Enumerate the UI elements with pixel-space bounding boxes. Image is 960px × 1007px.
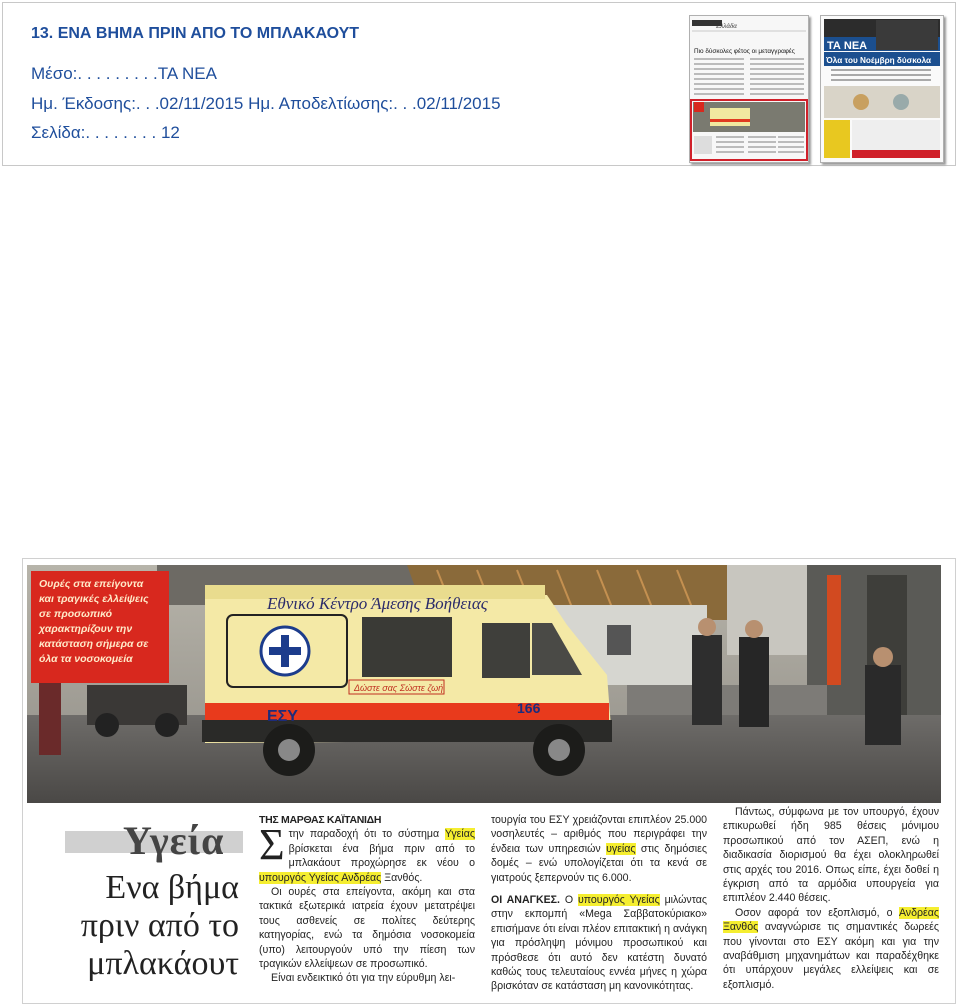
front-page-masthead: ΤΑ ΝΕΑ xyxy=(827,40,868,52)
inner-page-section: Ελλάδα xyxy=(716,22,737,30)
front-page-thumbnail-art xyxy=(821,16,943,162)
article-column-3 xyxy=(723,805,939,992)
article-paragraph-2: Οι ουρές στα επείγοντα, ακόμη και στα τακτικά εξωτερικά ιατρεία έχουν μετατρέψει τους ασθενείς σε πολίτες δεύτερης κατηγορίας, ενώ τα δημόσια νοσοκομεία (υπο) λειτουργούν υπό την πίεση των τραγικών ελλείψεων σε προσωπικό. xyxy=(259,886,475,971)
article-paragraph-1: Στην παραδοχή ότι το σύστημα Υγείας βρίσκεται ένα βήμα πριν από το μπλακάουτ προχώρησε εκ νέου ο υπουργός Υγείας Ανδρέας Ξανθός. xyxy=(259,820,475,884)
inner-page-thumbnail-art xyxy=(690,16,808,162)
clipping-title: 13. ΕΝΑ ΒΗΜΑ ΠΡΙΝ ΑΠΟ ΤΟ ΜΠΛΑΚΑΟΥΤ xyxy=(31,25,360,42)
inner-page-headline: Πιο δύσκολες φέτος οι μεταγγραφές xyxy=(694,48,795,55)
dates-line: Ημ. Έκδοσης:. . .02/11/2015 Ημ. Αποδελτίωσης:. . .02/11/2015 xyxy=(31,94,501,113)
headline-block xyxy=(63,811,243,991)
ambulance-slogan-text: Δώστε σας Σώστε ζωή xyxy=(354,683,444,693)
inner-page-thumbnail[interactable] xyxy=(689,15,809,163)
subhead-needs: ΟΙ ΑΝΑΓΚΕΣ. xyxy=(491,894,560,907)
article-headline: Ενα βήμα πριν από το μπλακάουτ xyxy=(80,869,239,982)
ambulance-service-text: Εθνικό Κέντρο Άμεσης Βοήθειας xyxy=(267,594,488,613)
dropcap: Σ xyxy=(259,820,285,870)
article-clipping xyxy=(22,558,956,1004)
ambulance-esy-text: ΕΣΥ xyxy=(267,708,298,725)
article-paragraph-4: τουργία του ΕΣΥ χρειάζονται επιπλέον 25.000 νοσηλευτές – αριθμός που περιγράφει την ένδεια των υπηρεσιών υγείας στις δημόσιες δομές – ενώ υπολογίζεται ότι τα κενά σε γιατρούς ξεπερνούν τις 6.000. xyxy=(491,814,707,884)
article-paragraph-5: ΟΙ ΑΝΑΓΚΕΣ. Ο υπουργός Υγείας μιλώντας στην εκπομπή «Μega Σαββατοκύριακο» επισήμανε ότι είναι πλέον επιτακτική η ανάγκη για πρόσληψη μόνιμου προσωπικού και πρόσθεσε ότι αυτό δεν κατέστη δυνατό καθώς τους τελευταίους εννέα μήνες η χώρα βρισκόταν σε κατάσταση μη κανονικότητας. xyxy=(491,894,707,993)
ambulance-photo xyxy=(27,565,941,803)
article-column-2 xyxy=(491,813,707,994)
medium-line: Μέσο:. . . . . . . . .ΤΑ ΝΕΑ xyxy=(31,64,217,83)
section-label: Υγεία xyxy=(123,818,225,863)
page-line: Σελίδα:. . . . . . . . 12 xyxy=(31,123,180,142)
ambulance-number-text: 166 xyxy=(517,700,541,716)
article-paragraph-3: Είναι ενδεικτικό ότι για την εύρυθμη λει- xyxy=(271,972,456,985)
front-page-headline: Όλα του Νοέμβρη δύσκολα xyxy=(826,56,932,65)
article-paragraph-7: Οσον αφορά τον εξοπλισμό, ο Ανδρέας Ξανθός αναγνώρισε τις σημαντικές δωρεές που γίνονται στο ΕΣΥ ακόμη και για την αναβάθμιση μηχανημάτων και παραδέχθηκε ότι υπάρχουν μεγάλες ελλείψεις και σε εξοπλισμό. xyxy=(723,906,939,991)
byline: ΤΗΣ ΜΑΡΘΑΣ ΚΑΪΤΑΝΙΔΗ xyxy=(259,814,382,826)
clipping-header xyxy=(2,2,956,166)
article-column-1 xyxy=(259,813,475,986)
article-paragraph-6: Πάντως, σύμφωνα με τον υπουργό, έχουν επικυρωθεί ήδη 985 θέσεις μόνιμου προσωπικού από τον ΑΣΕΠ, ενώ η διαδικασία διορισμού θα έχει ολοκληρωθεί στις αρχές του 2016. Οπως είπε, έχει δοθεί η έγκριση από τα αρμόδια υπουργεία για επιπλέον 2.440 θέσεις. xyxy=(723,806,939,905)
photo-caption: Ουρές στα επείγοντα και τραγικές ελλείψεις σε προσωπικό χαρακτηρίζουν την κατάσταση σήμερα σε όλα τα νοσοκομεία xyxy=(31,571,169,683)
front-page-thumbnail[interactable] xyxy=(820,15,944,163)
